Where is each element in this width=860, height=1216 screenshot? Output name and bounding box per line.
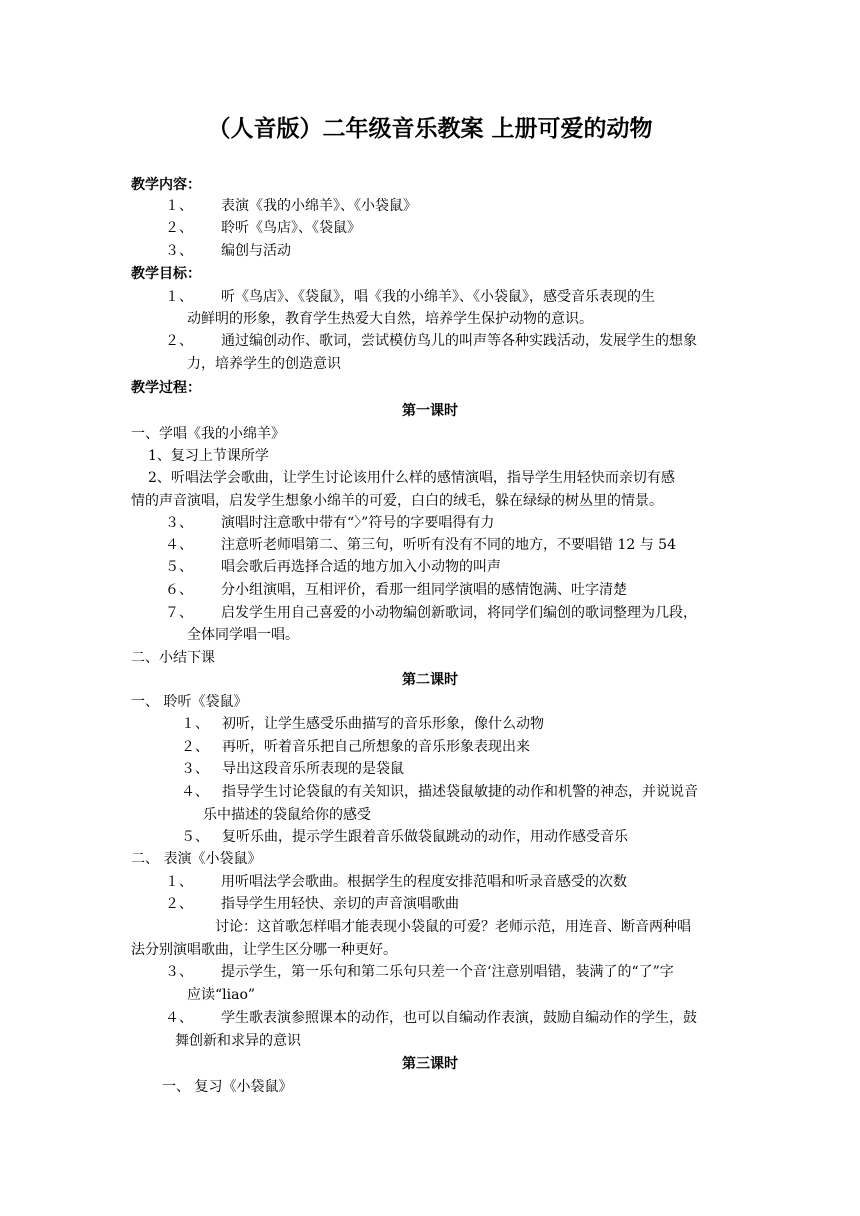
perf4-line1: 学生歌表演参照课本的动作，也可以自编动作表演，鼓励自编动作的学生，鼓 (221, 1010, 697, 1026)
document-title: （人音版）二年级音乐教案 上册可爱的动物 (207, 116, 653, 142)
goal-item-line1: 通过编创动作、歌词，尝试模仿鸟儿的叫声等各种实践活动，发展学生的想象 (221, 333, 697, 349)
lesson2-item-num: １、 (181, 716, 209, 732)
lesson1-step2-line2: 情的声音演唱，启发学生想象小绵羊的可爱，白白的绒毛，躲在绿绿的树丛里的情景。 (131, 493, 663, 509)
lesson1-section2: 二、小结下课 (131, 650, 215, 666)
perf4-line2: 舞创新和求异的意识 (175, 1033, 301, 1049)
goal-item-num: ２、 (165, 333, 193, 349)
content-item-num: ２、 (165, 220, 193, 236)
lesson1-item-text: 演唱时注意歌中带有“〉”符号的字要唱得有力 (221, 515, 495, 531)
goal-item-line1: 听《鸟店》、《袋鼠》，唱《我的小绵羊》、《小袋鼠》，感受音乐表现的生 (221, 289, 655, 305)
goals-heading: 教学目标： (131, 266, 201, 282)
lesson2-item-text: 指导学生讨论袋鼠的有关知识，描述袋鼠敏捷的动作和机警的神态，并说说音 (222, 784, 698, 800)
process-heading: 教学过程： (131, 380, 201, 396)
lesson1-item-num: ４、 (165, 537, 193, 553)
lesson2-item-num: ２、 (181, 739, 209, 755)
content-heading: 教学内容： (131, 177, 201, 193)
lesson1-step1: 1、复习上节课所学 (148, 448, 269, 464)
lesson1-item-text: 注意听老师唱第二、第三句，听听有没有不同的地方，不要唱错 12 与 54 (221, 537, 676, 553)
lesson2-item-num: ３、 (181, 761, 209, 777)
perf3-num: ３、 (165, 964, 193, 980)
lesson1-item-num: ３、 (165, 515, 193, 531)
perf3-line2: 应读“liao” (187, 987, 256, 1003)
lesson2-item-text: 再听，听着音乐把自己所想象的音乐形象表现出来 (222, 739, 530, 755)
lesson3-section1: 一、 复习《小袋鼠》 (162, 1079, 293, 1095)
content-item-text: 表演《我的小绵羊》、《小袋鼠》 (221, 198, 417, 214)
lesson1-item-num: ５、 (165, 559, 193, 575)
lesson1-step2-line1: 2、听唱法学会歌曲，让学生讨论该用什么样的感情演唱，指导学生用轻快而亲切有感 (148, 470, 675, 486)
lesson1-section1: 一、学唱《我的小绵羊》 (131, 426, 285, 442)
lesson2-section2: 二、 表演《小袋鼠》 (131, 851, 262, 867)
lesson2-item-text: 复听乐曲，提示学生跟着音乐做袋鼠跳动的动作，用动作感受音乐 (222, 829, 628, 845)
goal-item-line2: 力，培养学生的创造意识 (187, 356, 341, 372)
lesson1-item-text: 分小组演唱，互相评价，看那一组同学演唱的感情饱满、吐字清楚 (221, 582, 627, 598)
lesson2-item4-line2: 乐中描述的袋鼠给你的感受 (203, 807, 371, 823)
perf-item-text: 用听唱法学会歌曲。根据学生的程度安排范唱和听录音感受的次数 (221, 874, 627, 890)
goal-item-num: １、 (165, 289, 193, 305)
goal-item-line2: 动鲜明的形象，教育学生热爱大自然，培养学生保护动物的意识。 (187, 311, 593, 327)
lesson2-item-num: ５、 (181, 829, 209, 845)
content-item-text: 编创与活动 (221, 243, 291, 259)
lesson2-item-text: 初听，让学生感受乐曲描写的音乐形象，像什么动物 (222, 716, 544, 732)
lesson2-item-text: 导出这段音乐所表现的是袋鼠 (222, 761, 404, 777)
content-item-num: ３、 (165, 243, 193, 259)
lesson1-item-text: 唱会歌后再选择合适的地方加入小动物的叫声 (221, 559, 501, 575)
lesson2-section1: 一、 聆听《袋鼠》 (131, 694, 248, 710)
content-item-num: １、 (165, 198, 193, 214)
lesson1-heading: 第一课时 (402, 403, 458, 419)
lesson3-heading: 第三课时 (402, 1056, 458, 1072)
lesson1-item7-line2: 全体同学唱一唱。 (187, 627, 299, 643)
perf3-line1: 提示学生，第一乐句和第二乐句只差一个音‘注意别唱错，装满了的“了”字 (221, 964, 674, 980)
lesson1-item-num: ７、 (165, 605, 193, 621)
perf-item-num: １、 (165, 874, 193, 890)
perf-item-num: ２、 (165, 896, 193, 912)
lesson2-heading: 第二课时 (402, 672, 458, 688)
discuss-line2: 法分别演唱歌曲，让学生区分哪一种更好。 (131, 942, 397, 958)
lesson1-item-text: 启发学生用自己喜爱的小动物编创新歌词，将同学们编创的歌词整理为几段， (221, 605, 697, 621)
perf-item-text: 指导学生用轻快、亲切的声音演唱歌曲 (221, 896, 459, 912)
perf4-num: ４、 (165, 1010, 193, 1026)
discuss-line1: 讨论：这首歌怎样唱才能表现小袋鼠的可爱？老师示范，用连音、断音两种唱 (215, 919, 691, 935)
lesson2-item-num: ４、 (181, 784, 209, 800)
lesson1-item-num: ６、 (165, 582, 193, 598)
content-item-text: 聆听《鸟店》、《袋鼠》 (221, 220, 361, 236)
